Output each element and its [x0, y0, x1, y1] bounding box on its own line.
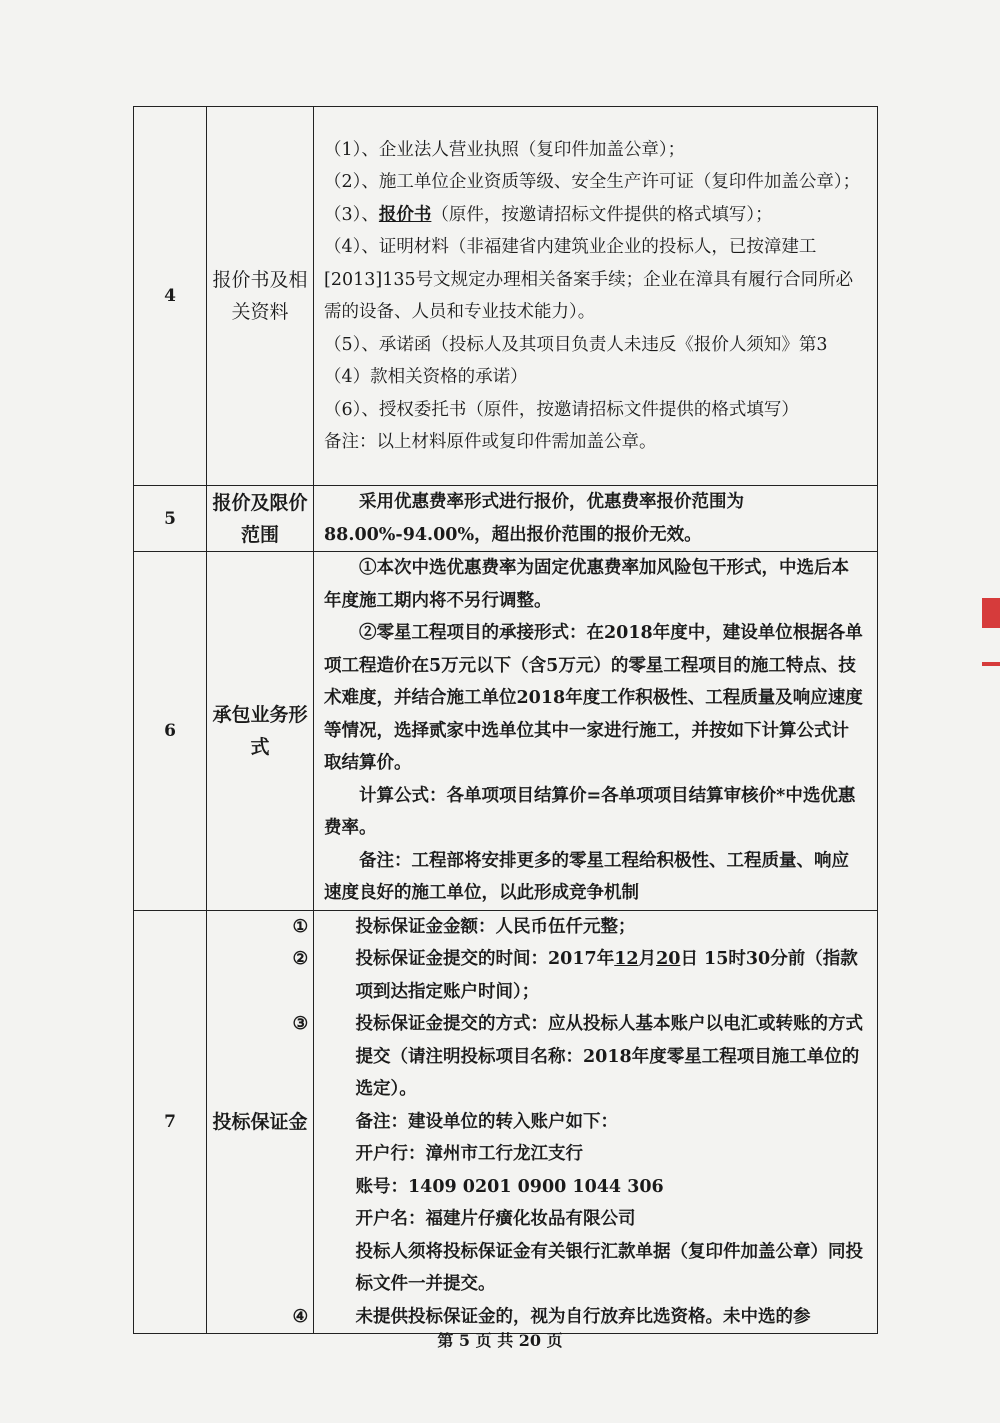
content-line — [292, 1008, 863, 1106]
content-line: 投标人须将投标保证金有关银行汇款单据（复印件加盖公章）同投标文件一并提交。 — [355, 1241, 863, 1294]
table-row — [134, 552, 878, 911]
quotation-underlined: 报价书 — [378, 204, 432, 225]
bank-account: 账号：1409 0201 0900 1044 306 — [355, 1176, 664, 1197]
content-line: 采用优惠费率形式进行报价，优惠费率报价范围为88.00%-94.00%，超出报价范围的报价无效。 — [324, 492, 744, 545]
seal-edge-mark — [982, 598, 1000, 628]
page-number: 第 5 页 共 20 页 — [437, 1331, 563, 1350]
line-text: 投标保证金提交的时间：2017年 — [355, 949, 615, 969]
row-number: 6 — [134, 552, 207, 911]
line-text: 月 — [638, 949, 657, 969]
circled-number: ① — [292, 916, 309, 937]
row-item-title: 投标保证金 — [207, 910, 314, 1334]
content-line: ①本次中选优惠费率为固定优惠费率加风险包干形式，中选后本年度施工期内将不另行调整。 — [324, 558, 849, 611]
circled-number: ④ — [292, 1306, 309, 1327]
circled-number: ③ — [292, 1014, 309, 1034]
account-holder: 开户名：福建片仔癀化妆品有限公司 — [355, 1209, 636, 1229]
row-item-title: 报价及限价范围 — [207, 486, 314, 552]
table-row — [134, 910, 878, 1334]
content-line: 计算公式：各单项项目结算价=各单项项目结算审核价*中选优惠费率。 — [324, 785, 856, 838]
table-row — [134, 107, 878, 486]
line-text: 未提供投标保证金的，视为自行放弃比选资格。未中选的参 — [355, 1306, 811, 1327]
row-content — [292, 910, 878, 1334]
row-content — [314, 486, 878, 552]
row-number: 4 — [134, 107, 207, 486]
requirements-table — [133, 106, 878, 1334]
row-content — [314, 107, 878, 486]
line-text: 日 15时30分前（指款项到达指定账户时间）； — [355, 949, 858, 1002]
content-line: （1）、企业法人营业执照（复印件加盖公章）； — [324, 139, 686, 160]
deadline-day: 20 — [656, 949, 681, 969]
row-number: 5 — [134, 486, 207, 552]
content-line: ②零星工程项目的承接形式：在2018年度中，建设单位根据各单项工程造价在5万元以下（含5万元）的零星工程项目的施工特点、技术难度，并结合施工单位2018年度工作积极性、工程质量及响应速度等情况，选择贰家中选单位其中一家进行施工，并按如下计算公式计取结算价。 — [324, 623, 863, 773]
bank-name: 开户行：漳州市工行龙江支行 — [355, 1144, 583, 1164]
circled-number: ② — [292, 949, 309, 969]
row-item-title: 报价书及相关资料 — [207, 107, 314, 486]
row-content — [314, 552, 878, 911]
content-line: （6）、授权委托书（原件，按邀请招标文件提供的格式填写） — [324, 399, 799, 420]
content-line: （4）、证明材料（非福建省内建筑业企业的投标人，已按漳建工[2013]135号文规定办理相关备案手续；企业在漳具有履行合同所必需的设备、人员和专业技术能力）。 — [324, 237, 854, 322]
line-prefix: （3）、 — [324, 204, 379, 225]
content-line: （5）、承诺函（投标人及其项目负责人未违反《报价人须知》第3（4）款相关资格的承诺） — [324, 334, 828, 387]
content-line — [292, 943, 863, 1008]
line-text: 投标保证金提交的方式：应从投标人基本账户以电汇或转账的方式提交（请注明投标项目名称：2018年度零星工程项目施工单位的选定）。 — [355, 1014, 863, 1099]
seal-edge-mark — [982, 662, 1000, 666]
content-line — [324, 199, 863, 232]
content-line: 备注：以上材料原件或复印件需加盖公章。 — [324, 432, 657, 452]
content-line: （2）、施工单位企业资质等级、安全生产许可证（复印件加盖公章）； — [324, 172, 861, 192]
row-item-title: 承包业务形式 — [207, 552, 314, 911]
content-line: 备注：建设单位的转入账户如下： — [355, 1111, 618, 1132]
line-text: 投标保证金金额：人民币伍仟元整； — [355, 916, 636, 937]
content-line: 备注：工程部将安排更多的零星工程给积极性、工程质量、响应速度良好的施工单位，以此形成竞争机制 — [324, 850, 849, 903]
line-suffix: （原件，按邀请招标文件提供的格式填写）； — [431, 204, 773, 225]
row-number: 7 — [134, 910, 207, 1334]
deadline-month: 12 — [614, 949, 639, 969]
content-line — [292, 911, 863, 944]
table-row — [134, 486, 878, 552]
